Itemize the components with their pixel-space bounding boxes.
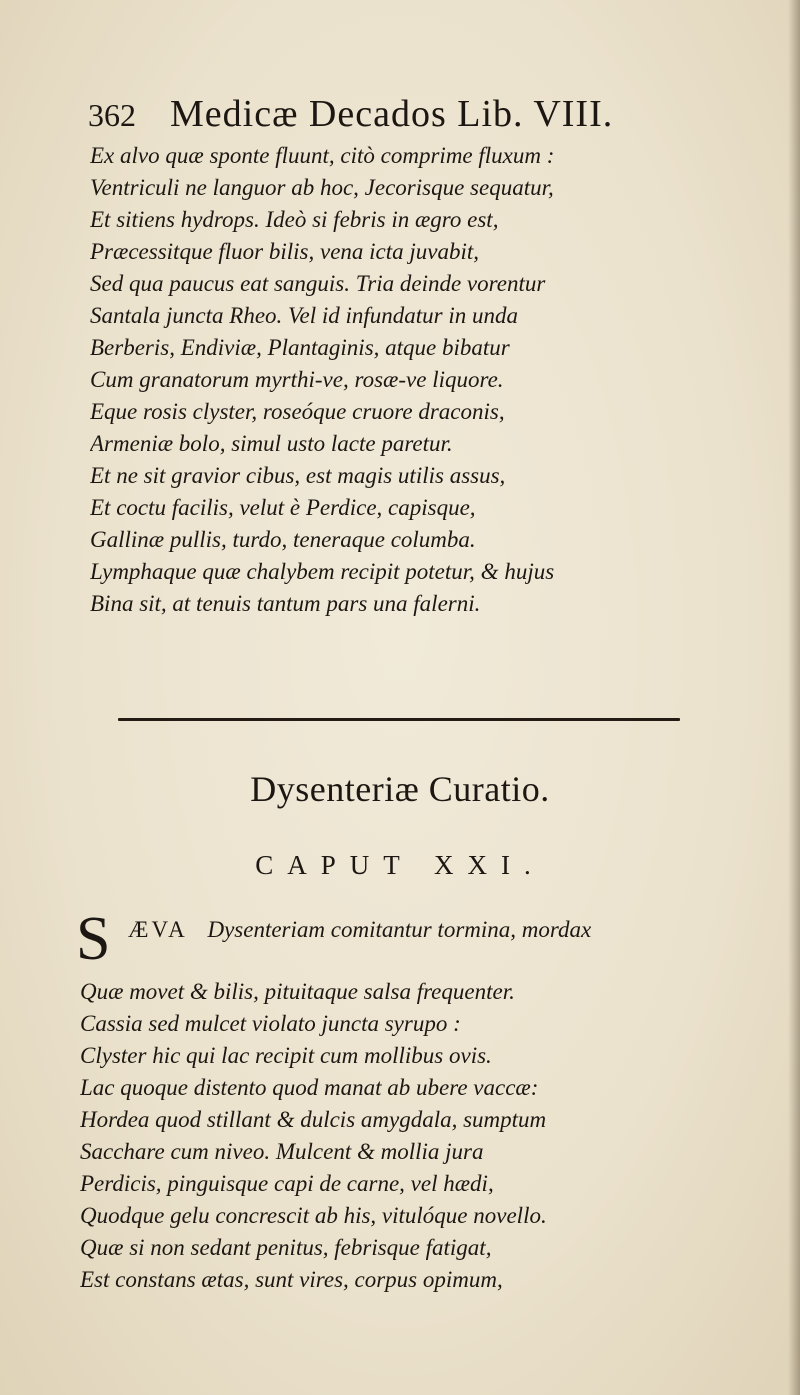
page-edge-shadow [788,0,800,1395]
opening-text: Dysenteriam comitantur tormina, mordax [207,917,592,942]
verse-line: Quæ si non sedant penitus, febrisque fatigat, [80,1235,492,1260]
verse-line: Berberis, Endiviæ, Plantaginis, atque bibatur [90,335,510,360]
verse-line: Et ne sit gravior cibus, est magis utilis assus, [90,463,506,488]
verse-line: Quodque gelu concrescit ab his, vitulóque novello. [80,1203,547,1228]
section-divider [118,718,680,721]
verse-line: Santala juncta Rheo. Vel id infundatur in unda [90,303,519,328]
verse-line: Ex alvo quæ sponte fluunt, citò comprime fluxum : [90,143,555,168]
page-number: 362 [88,97,136,133]
verse-line: Hordea quod stillant & dulcis amygdala, sumptum [80,1107,547,1132]
verse-line: Ventriculi ne languor ab hoc, Jecorisque sequatur, [90,175,554,200]
drop-cap: S [76,905,111,973]
opening-smallcaps: ÆVA [128,917,188,942]
verse-line: Gallinæ pullis, turdo, teneraque columba. [90,527,476,552]
verse-line: Præcessitque fluor bilis, vena icta juvabit, [90,239,480,264]
verse-line: Quæ movet & bilis, pituitaque salsa frequenter. [80,979,515,1004]
opening-line [128,914,768,946]
verse-line: Cassia sed mulcet violato juncta syrupo : [80,1011,461,1036]
verse-line: Clyster hic qui lac recipit cum mollibus ovis. [80,1043,492,1068]
verse-line: Eque rosis clyster, roseóque cruore draconis, [90,399,505,424]
chapter-heading: CAPUT XXI. [255,850,545,880]
running-head: Medicæ Decados Lib. VIII. [170,93,614,135]
verse-line: Cum granatorum myrthi-ve, rosæ-ve liquore. [90,367,504,392]
verse-block-bottom [80,976,760,1296]
section-title: Dysenteriæ Curatio. [250,769,550,809]
verse-line: Sed qua paucus eat sanguis. Tria deinde vorentur [90,271,546,296]
page-header [88,92,728,142]
verse-line: Sacchare cum niveo. Mulcent & mollia jura [80,1139,484,1164]
verse-line: Bina sit, at tenuis tantum pars una falerni. [90,591,481,616]
verse-line: Armeniæ bolo, simul usto lacte paretur. [90,431,453,456]
verse-line: Et sitiens hydrops. Ideò si febris in ægro est, [90,207,499,232]
verse-line: Lac quoque distento quod manat ab ubere vaccæ: [80,1075,539,1100]
verse-block-top [90,140,770,620]
verse-line: Et coctu facilis, velut è Perdice, capisque, [90,495,476,520]
verse-line: Est constans ætas, sunt vires, corpus opimum, [80,1267,503,1292]
verse-line: Lymphaque quæ chalybem recipit potetur, & hujus [90,559,555,584]
verse-line: Perdicis, pinguisque capi de carne, vel hædi, [80,1171,494,1196]
